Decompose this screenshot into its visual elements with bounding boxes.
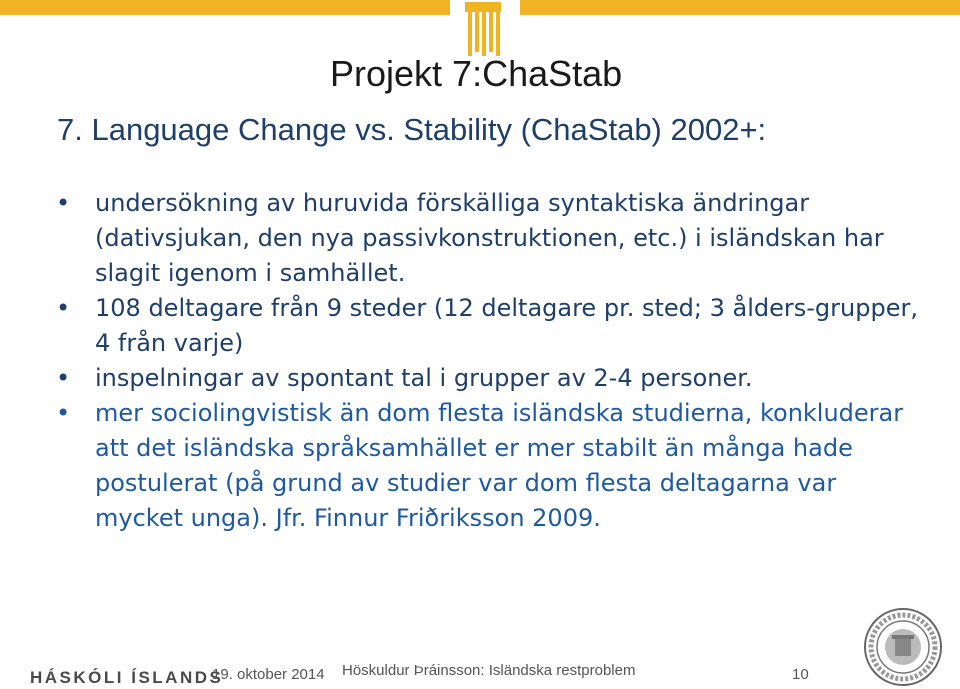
bullet-text: mer sociolingvistisk än dom flesta isländska studierna, konkluderar att det isländska språksamhället er mer stabilt än många hade postulerat (på grund av studier var dom flesta deltagarna var mycket unga). Jfr. Finnur Friðriksson 2009. bbox=[95, 399, 904, 532]
institution-logo-text: HÁSKÓLI ÍSLANDS bbox=[30, 668, 224, 687]
bullet-icon: • bbox=[56, 399, 71, 427]
bullet-item bbox=[50, 291, 930, 361]
page-number: 10 bbox=[792, 666, 809, 683]
bullet-icon: • bbox=[56, 364, 71, 392]
bullet-text: undersökning av huruvida förskälliga syntaktiska ändringar (dativsjukan, den nya passivkonstruktionen, etc.) i isländskan har slagit igenom i samhället. bbox=[95, 189, 884, 287]
bullet-list bbox=[50, 186, 930, 536]
university-emblem-icon bbox=[463, 0, 503, 60]
university-seal-icon bbox=[862, 606, 944, 688]
bullet-item bbox=[50, 186, 930, 291]
slide-subtitle: 7. Language Change vs. Stability (ChaStab) 2002+: bbox=[57, 112, 767, 147]
bullet-icon: • bbox=[56, 294, 71, 322]
bullet-text: inspelningar av spontant tal i grupper av 2-4 personer. bbox=[95, 364, 753, 392]
slide-title: Projekt 7:ChaStab bbox=[330, 53, 623, 94]
bullet-item bbox=[50, 396, 930, 536]
bullet-item bbox=[50, 361, 930, 396]
bullet-icon: • bbox=[56, 189, 71, 217]
bullet-text: 108 deltagare från 9 steder (12 deltagare pr. sted; 3 ålders-grupper, 4 från varje) bbox=[95, 294, 918, 357]
footer-date: 19. oktober 2014 bbox=[212, 666, 325, 683]
footer-author-title: Höskuldur Þráinsson: Isländska restproblem bbox=[342, 662, 636, 679]
